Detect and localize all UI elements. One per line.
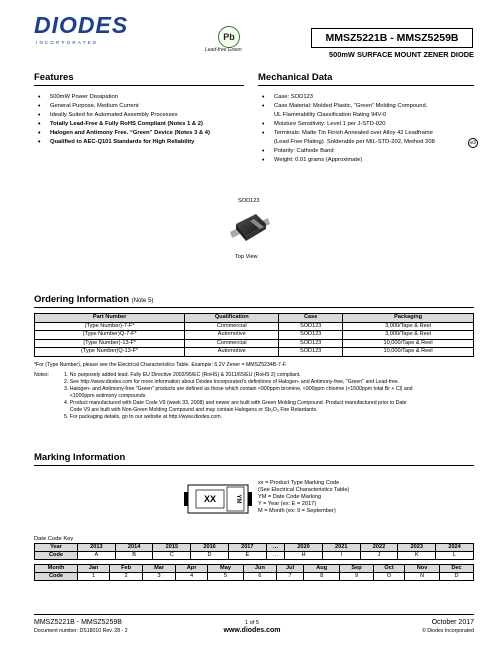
date-code-cell: Code: [35, 573, 78, 581]
date-code-cell: O: [374, 573, 405, 581]
ordering-cell: Automotive: [185, 331, 279, 340]
document-title: MMSZ5221B - MMSZ5259B: [311, 28, 473, 48]
ordering-column-header: Part Number: [35, 314, 185, 323]
mechanical-item: • Moisture Sensitivity: Level 1 per J-STD-020: [258, 120, 474, 129]
marking-legend-line: M = Month (ex: 9 = September): [258, 508, 336, 514]
marking-legend: [258, 480, 349, 515]
date-code-cell: Nov: [405, 565, 440, 573]
ordering-cell: (Type Number)-13-F*: [35, 339, 185, 348]
e3-mark-icon: e3: [468, 138, 478, 148]
date-code-cell: N: [405, 573, 440, 581]
mechanical-list: [258, 93, 474, 165]
ordering-cell: 3,000/Tape & Reel: [343, 331, 474, 340]
date-code-cell: Jul: [276, 565, 303, 573]
date-code-cell: Year: [35, 544, 78, 552]
marking-date-text: YM: [235, 494, 241, 504]
mechanical-item: (Lead Free Plating). Solderable per MIL-STD-202, Method 208: [274, 139, 435, 145]
footer-page: 1 of 5: [245, 620, 259, 626]
year-code-table: [34, 543, 474, 560]
ordering-table-body: [35, 322, 474, 356]
date-code-cell: H: [285, 552, 323, 560]
note-item: Code V9 are built with Non-Green Molding Compound and may contain Halogens or Sb₂O₃ Fire Retardants.: [64, 407, 318, 413]
feature-item: • Ideally Suited for Automated Assembly Processes: [34, 111, 244, 120]
date-code-cell: L: [436, 552, 474, 560]
date-code-cell: 8: [304, 573, 340, 581]
ordering-title: [34, 294, 474, 308]
ordering-note-ref: (Note 5): [131, 298, 154, 304]
marking-diagram: [184, 484, 252, 514]
footer-date: October 2017: [431, 619, 474, 626]
lead-free-caption: Lead-free Green: [205, 47, 242, 53]
mechanical-item: • Polarity: Cathode Band: [258, 147, 474, 156]
date-code-cell: …: [266, 544, 285, 552]
date-code-cell: 9: [340, 573, 374, 581]
ordering-table: [34, 313, 474, 357]
date-code-cell: Aug: [304, 565, 340, 573]
footer-doc-number: Document number: DS18010 Rev. 28 - 2: [34, 628, 128, 634]
date-code-cell: 6: [243, 573, 276, 581]
date-code-cell: 2015: [153, 544, 191, 552]
date-code-cell: D: [439, 573, 473, 581]
mechanical-title: Mechanical Data: [258, 72, 474, 86]
ordering-cell: Commercial: [185, 322, 279, 331]
ordering-cell: 3,000/Tape & Reel: [343, 322, 474, 331]
date-code-cell: Month: [35, 565, 78, 573]
date-code-cell: 2014: [115, 544, 153, 552]
ordering-cell: SOD123: [279, 348, 343, 357]
footer-right: [380, 619, 474, 635]
footer-rule: [34, 614, 474, 615]
date-code-cell: 2023: [398, 544, 436, 552]
footer-part: MMSZ5221B - MMSZ5259B: [34, 619, 122, 626]
feature-item: • Totally Lead-Free & Fully RoHS Compliant (Notes 1 & 2): [34, 120, 244, 129]
date-code-cell: E: [228, 552, 266, 560]
date-code-cell: Sep: [340, 565, 374, 573]
date-code-cell: Jun: [243, 565, 276, 573]
date-code-cell: B: [115, 552, 153, 560]
ordering-row: [35, 339, 474, 348]
date-code-cell: Mar: [143, 565, 176, 573]
mechanical-section: [258, 72, 474, 165]
date-code-cell: 2016: [191, 544, 229, 552]
ordering-cell: 10,000/Tape & Reel: [343, 348, 474, 357]
ordering-cell: SOD123: [279, 331, 343, 340]
date-code-cell: 2020: [285, 544, 323, 552]
ordering-cell: (Type Number)-7-F*: [35, 322, 185, 331]
mechanical-item: • Case Material: Molded Plastic, “Green” Molding Compound.: [258, 102, 474, 111]
mechanical-item: • Terminals: Matte Tin Finish Annealed over Alloy 42 Leadframe: [258, 129, 474, 138]
marking-legend-line: xx = Product Type Marking Code: [258, 480, 340, 486]
date-code-cell: 2021: [322, 544, 360, 552]
note-item: 3. Halogen- and Antimony-free "Green" products are defined as those which contain <900ppm bromine, <900ppm chlorine (<1500ppm total Br + Cl) and: [64, 386, 413, 392]
date-code-cell: D: [191, 552, 229, 560]
ordering-row: [35, 322, 474, 331]
ordering-cell: Commercial: [185, 339, 279, 348]
date-code-cell: 5: [208, 573, 244, 581]
date-code-cell: C: [153, 552, 191, 560]
package-label: SOD123: [238, 198, 260, 204]
feature-item: • 500mW Power Dissipation: [34, 93, 244, 102]
month-code-table: [34, 564, 474, 581]
footer-website-link[interactable]: www.diodes.com: [223, 627, 281, 634]
date-code-cell: Jan: [78, 565, 110, 573]
footer-left: [34, 619, 128, 635]
date-code-cell: A: [78, 552, 116, 560]
marking-legend-line: YM = Date Code Marking: [258, 494, 321, 500]
note-item: 5. For packaging details, go to our website at http://www.diodes.com.: [64, 414, 223, 420]
date-code-cell: 4: [176, 573, 208, 581]
date-code-cell: Code: [35, 552, 78, 560]
date-code-cell: …: [266, 552, 285, 560]
lead-free-icon: Pb: [218, 26, 240, 48]
date-code-cell: Apr: [176, 565, 208, 573]
ordering-section: [34, 294, 474, 308]
date-code-cell: Oct: [374, 565, 405, 573]
feature-item: • Qualified to AEC-Q101 Standards for High Reliability: [34, 138, 244, 147]
date-code-cell: 2024: [436, 544, 474, 552]
features-section: [34, 72, 244, 147]
footer-center: [222, 619, 282, 635]
notes-label: Notes:: [34, 372, 49, 378]
feature-item: • General Purpose, Medium Current: [34, 102, 244, 111]
date-code-row: [35, 565, 474, 573]
ordering-notes: [34, 362, 474, 421]
ordering-cell: SOD123: [279, 339, 343, 348]
date-code-cell: J: [360, 552, 398, 560]
date-code-cell: 7: [276, 573, 303, 581]
date-code-cell: 1: [78, 573, 110, 581]
ordering-table-header: [35, 314, 474, 323]
ordering-column-header: Packaging: [343, 314, 474, 323]
note-item: <1000ppm antimony compounds.: [64, 393, 147, 399]
mechanical-item: • Weight: 0.01 grams (Approximate): [258, 156, 474, 165]
ordering-footnote: *For (Type Number), please see the Electrical Characteristics Table. Example: 6.2V Zener = MMSZ5234B-7-F.: [34, 362, 287, 368]
date-code-cell: K: [398, 552, 436, 560]
note-item: 4. Product manufactured with Date Code V9 (week 33, 2008) and newer are built with Green Molding Compound. Product manufactured prior to Date: [64, 400, 407, 406]
marking-legend-line: (See Electrical Characteristics Table): [258, 487, 350, 493]
mechanical-item: UL Flammability Classification Rating 94V-0: [274, 112, 387, 118]
ordering-cell: SOD123: [279, 322, 343, 331]
package-view-caption: Top View: [235, 254, 258, 260]
date-code-row: [35, 552, 474, 560]
date-code-cell: 3: [143, 573, 176, 581]
date-code-cell: Feb: [110, 565, 143, 573]
ordering-cell: Automotive: [185, 348, 279, 357]
marking-title: Marking Information: [34, 452, 474, 466]
company-logo-subtitle: INCORPORATED: [36, 40, 99, 45]
ordering-title-text: Ordering Information: [34, 294, 129, 305]
ordering-row: [35, 331, 474, 340]
ordering-column-header: Case: [279, 314, 343, 323]
date-code-cell: 2: [110, 573, 143, 581]
marking-code-text: XX: [203, 494, 217, 504]
marking-legend-line: Y = Year (ex: E = 2017): [258, 501, 317, 507]
date-code-row: [35, 573, 474, 581]
date-code-cell: 2022: [360, 544, 398, 552]
mechanical-item: • Case: SOD123: [258, 93, 474, 102]
date-code-title: Date Code Key: [34, 536, 74, 542]
ordering-cell: (Type Number)Q-13-F*: [35, 348, 185, 357]
date-code-cell: I: [322, 552, 360, 560]
notes-list: [64, 372, 474, 421]
ordering-column-header: Qualification: [185, 314, 279, 323]
date-code-cell: 2013: [78, 544, 116, 552]
date-code-cell: 2017: [228, 544, 266, 552]
date-code-cell: Dec: [439, 565, 473, 573]
date-code-row: [35, 544, 474, 552]
ordering-row: [35, 348, 474, 357]
note-item: 2. See http://www.diodes.com for more information about Diodes Incorporated’s definitions of Halogen- and Antimony-free, "Green" and Lead-free.: [64, 379, 400, 385]
feature-item: • Halogen and Antimony Free. “Green” Device (Notes 3 & 4): [34, 129, 244, 138]
footer-copyright: © Diodes Incorporated: [422, 628, 474, 634]
note-item: 1. No purposely added lead. Fully EU Directive 2002/95/EC (RoHS) & 2011/65/EU (RoHS 2) compliant.: [64, 372, 301, 378]
marking-section: [34, 452, 474, 466]
ordering-cell: (Type Number)Q-7-F*: [35, 331, 185, 340]
date-code-cell: May: [208, 565, 244, 573]
features-title: Features: [34, 72, 244, 86]
ordering-cell: 10,000/Tape & Reel: [343, 339, 474, 348]
document-subtitle: 500mW SURFACE MOUNT ZENER DIODE: [329, 50, 474, 59]
sod123-package-drawing: [226, 208, 272, 250]
features-list: [34, 93, 244, 147]
company-logo: DIODES: [34, 12, 129, 38]
